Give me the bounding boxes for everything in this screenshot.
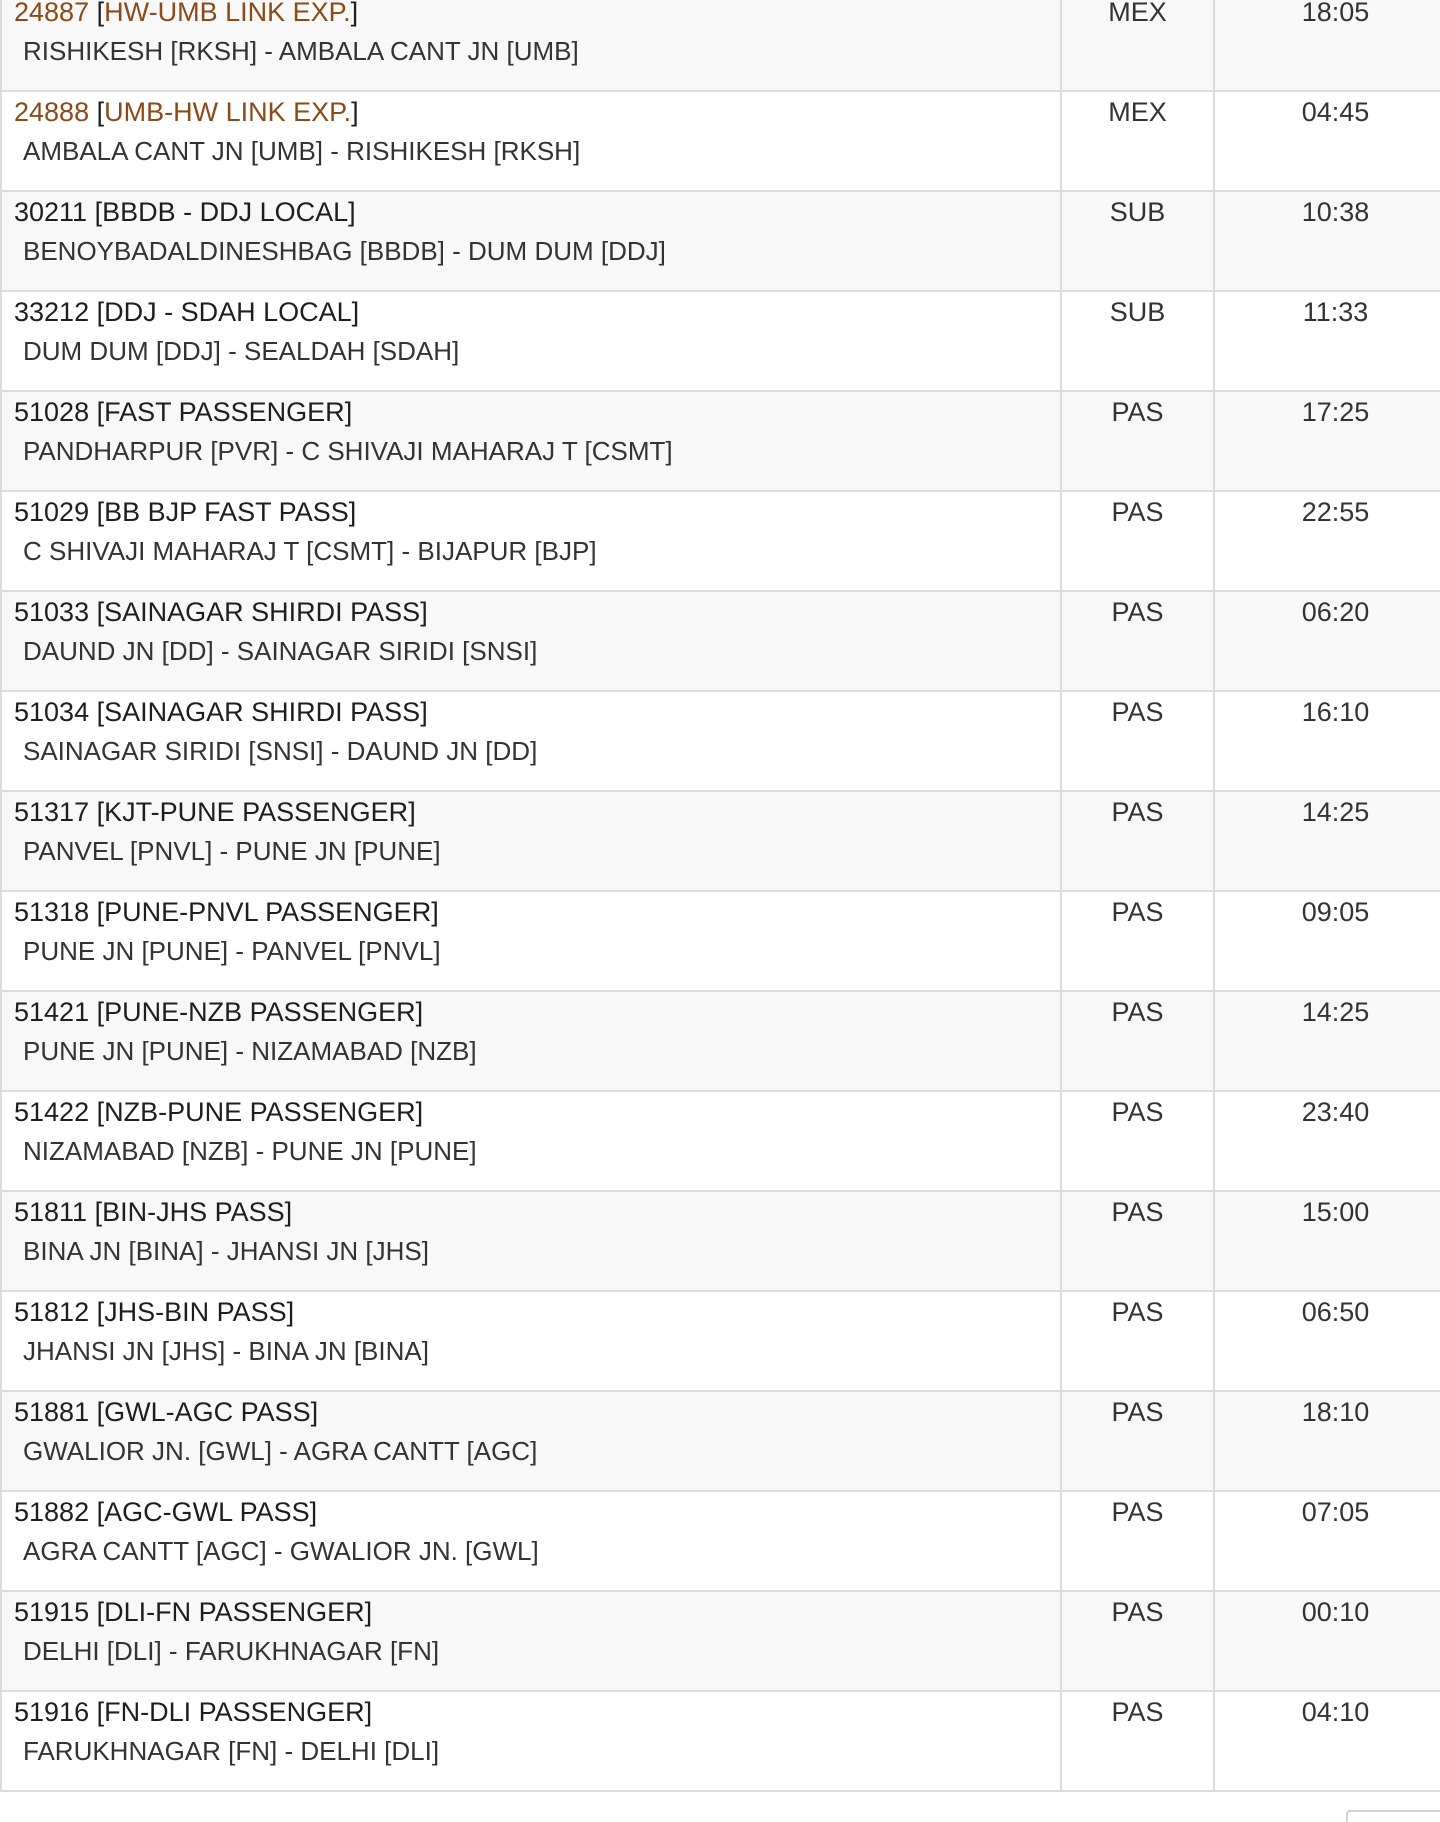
train-title[interactable]: 51034 [SAINAGAR SHIRDI PASS] bbox=[14, 697, 428, 727]
train-time-cell bbox=[1214, 291, 1440, 391]
departure-time: 18:05 bbox=[1301, 0, 1370, 27]
train-title[interactable]: 51812 [JHS-BIN PASS] bbox=[14, 1297, 295, 1327]
train-number[interactable]: 33212 bbox=[14, 297, 90, 327]
train-number[interactable]: 51811 bbox=[14, 1197, 88, 1227]
train-number[interactable]: 51317 bbox=[14, 797, 90, 827]
train-name[interactable]: PUNE-PNVL PASSENGER bbox=[104, 897, 432, 927]
departure-time: 18:10 bbox=[1301, 1397, 1370, 1427]
train-type: SUB bbox=[1109, 297, 1166, 327]
train-row[interactable] bbox=[1, 1091, 1440, 1191]
train-number[interactable]: 30211 bbox=[14, 197, 88, 227]
train-time-cell bbox=[1214, 1691, 1440, 1791]
train-type-cell bbox=[1061, 791, 1214, 891]
train-row[interactable] bbox=[1, 1191, 1440, 1291]
train-info-cell bbox=[1, 1191, 1061, 1291]
train-type-cell bbox=[1061, 191, 1214, 291]
train-type: PAS bbox=[1111, 1097, 1164, 1127]
train-number[interactable]: 51029 bbox=[14, 497, 90, 527]
train-time-cell bbox=[1214, 1391, 1440, 1491]
train-title[interactable]: 51421 [PUNE-NZB PASSENGER] bbox=[14, 997, 424, 1027]
train-number[interactable]: 51421 bbox=[14, 997, 90, 1027]
train-type-cell bbox=[1061, 491, 1214, 591]
train-row[interactable] bbox=[1, 291, 1440, 391]
departure-time: 06:50 bbox=[1301, 1297, 1370, 1327]
train-type: PAS bbox=[1111, 1697, 1164, 1727]
train-type-cell bbox=[1061, 891, 1214, 991]
train-info-cell bbox=[1, 591, 1061, 691]
train-info-cell bbox=[1, 1691, 1061, 1791]
train-info-cell bbox=[1, 391, 1061, 491]
train-type-cell bbox=[1061, 1091, 1214, 1191]
train-title[interactable]: 51811 [BIN-JHS PASS] bbox=[14, 1197, 293, 1227]
train-title[interactable]: 51422 [NZB-PUNE PASSENGER] bbox=[14, 1097, 424, 1127]
train-number[interactable]: 51033 bbox=[14, 597, 90, 627]
departure-time: 00:10 bbox=[1301, 1597, 1370, 1627]
train-name[interactable]: AGC-GWL PASS bbox=[104, 1497, 310, 1527]
train-name[interactable]: NZB-PUNE PASSENGER bbox=[104, 1097, 416, 1127]
train-number[interactable]: 51028 bbox=[14, 397, 90, 427]
departure-time: 16:10 bbox=[1301, 697, 1370, 727]
train-name[interactable]: BB BJP FAST PASS bbox=[104, 497, 349, 527]
train-type: PAS bbox=[1111, 797, 1164, 827]
train-type: PAS bbox=[1111, 1497, 1164, 1527]
train-route: SAINAGAR SIRIDI [SNSI] - DAUND JN [DD] bbox=[23, 736, 538, 766]
train-row[interactable] bbox=[1, 591, 1440, 691]
train-row[interactable] bbox=[1, 791, 1440, 891]
train-route: BINA JN [BINA] - JHANSI JN [JHS] bbox=[23, 1236, 429, 1266]
train-number[interactable]: 51882 bbox=[14, 1497, 90, 1527]
train-time-cell bbox=[1214, 1291, 1440, 1391]
train-info-cell bbox=[1, 91, 1061, 191]
train-type: PAS bbox=[1111, 1297, 1164, 1327]
train-time-cell bbox=[1214, 191, 1440, 291]
train-name[interactable]: DLI-FN PASSENGER bbox=[104, 1597, 365, 1627]
train-title[interactable]: 24887 [HW-UMB LINK EXP.] bbox=[14, 0, 358, 26]
train-time-cell bbox=[1214, 991, 1440, 1091]
train-type-cell bbox=[1061, 0, 1214, 91]
train-name[interactable]: BIN-JHS PASS bbox=[102, 1197, 285, 1227]
train-info-cell bbox=[1, 491, 1061, 591]
train-type: PAS bbox=[1111, 497, 1164, 527]
train-route: DUM DUM [DDJ] - SEALDAH [SDAH] bbox=[23, 336, 460, 366]
train-type-cell bbox=[1061, 1691, 1214, 1791]
train-type-cell bbox=[1061, 591, 1214, 691]
train-info-cell bbox=[1, 0, 1061, 91]
departure-time: 15:00 bbox=[1301, 1197, 1370, 1227]
train-name[interactable]: KJT-PUNE PASSENGER bbox=[104, 797, 409, 827]
train-number[interactable]: 51881 bbox=[14, 1397, 90, 1427]
train-title[interactable]: 51881 [GWL-AGC PASS] bbox=[14, 1397, 319, 1427]
train-title[interactable]: 51915 [DLI-FN PASSENGER] bbox=[14, 1597, 373, 1627]
train-row[interactable] bbox=[1, 1491, 1440, 1591]
train-route: RISHIKESH [RKSH] - AMBALA CANT JN [UMB] bbox=[23, 36, 579, 66]
train-type-cell bbox=[1061, 991, 1214, 1091]
train-type: SUB bbox=[1109, 197, 1166, 227]
train-number[interactable]: 51812 bbox=[14, 1297, 90, 1327]
train-type-cell bbox=[1061, 1191, 1214, 1291]
train-title[interactable]: 51916 [FN-DLI PASSENGER] bbox=[14, 1697, 373, 1727]
train-info-cell bbox=[1, 1491, 1061, 1591]
train-title[interactable]: 30211 [BBDB - DDJ LOCAL] bbox=[14, 197, 356, 227]
train-type-cell bbox=[1061, 1391, 1214, 1491]
train-name[interactable]: FAST PASSENGER bbox=[104, 397, 345, 427]
train-route: AGRA CANTT [AGC] - GWALIOR JN. [GWL] bbox=[23, 1536, 539, 1566]
train-title[interactable]: 51318 [PUNE-PNVL PASSENGER] bbox=[14, 897, 439, 927]
train-name[interactable]: SAINAGAR SHIRDI PASS bbox=[104, 697, 421, 727]
train-type: MEX bbox=[1108, 97, 1167, 127]
train-name[interactable]: GWL-AGC PASS bbox=[104, 1397, 311, 1427]
train-type-cell bbox=[1061, 291, 1214, 391]
train-number[interactable]: 51915 bbox=[14, 1597, 90, 1627]
train-time-cell bbox=[1214, 0, 1440, 91]
train-type: PAS bbox=[1111, 697, 1164, 727]
train-info-cell bbox=[1, 1291, 1061, 1391]
train-time-cell bbox=[1214, 491, 1440, 591]
train-number[interactable]: 24887 bbox=[14, 0, 90, 27]
train-type-cell bbox=[1061, 691, 1214, 791]
train-type: PAS bbox=[1111, 1597, 1164, 1627]
train-route: PUNE JN [PUNE] - PANVEL [PNVL] bbox=[23, 936, 441, 966]
train-route: PUNE JN [PUNE] - NIZAMABAD [NZB] bbox=[23, 1036, 477, 1066]
train-time-cell bbox=[1214, 1091, 1440, 1191]
train-time-cell bbox=[1214, 591, 1440, 691]
train-name[interactable]: UMB-HW LINK EXP. bbox=[104, 97, 352, 127]
train-row[interactable] bbox=[1, 491, 1440, 591]
train-route: DELHI [DLI] - FARUKHNAGAR [FN] bbox=[23, 1636, 440, 1666]
departure-time: 17:25 bbox=[1301, 397, 1370, 427]
train-name[interactable]: FN-DLI PASSENGER bbox=[104, 1697, 365, 1727]
train-info-cell bbox=[1, 191, 1061, 291]
train-route: GWALIOR JN. [GWL] - AGRA CANTT [AGC] bbox=[23, 1436, 538, 1466]
train-type-cell bbox=[1061, 391, 1214, 491]
train-time-cell bbox=[1214, 1191, 1440, 1291]
departure-time: 22:55 bbox=[1301, 497, 1370, 527]
train-time-cell bbox=[1214, 791, 1440, 891]
train-title[interactable]: 33212 [DDJ - SDAH LOCAL] bbox=[14, 297, 360, 327]
train-type: PAS bbox=[1111, 597, 1164, 627]
train-name[interactable]: PUNE-NZB PASSENGER bbox=[104, 997, 416, 1027]
train-type-cell bbox=[1061, 1291, 1214, 1391]
train-title[interactable]: 51029 [BB BJP FAST PASS] bbox=[14, 497, 357, 527]
corner-widget[interactable] bbox=[1346, 1810, 1440, 1822]
train-route: JHANSI JN [JHS] - BINA JN [BINA] bbox=[23, 1336, 429, 1366]
departure-time: 14:25 bbox=[1301, 997, 1370, 1027]
train-list-body bbox=[1, 0, 1440, 1791]
departure-time: 06:20 bbox=[1301, 597, 1370, 627]
train-number[interactable]: 51422 bbox=[14, 1097, 90, 1127]
train-row[interactable] bbox=[1, 0, 1440, 91]
train-time-cell bbox=[1214, 391, 1440, 491]
departure-time: 04:10 bbox=[1301, 1697, 1370, 1727]
train-row[interactable] bbox=[1, 1591, 1440, 1691]
train-title[interactable]: 51317 [KJT-PUNE PASSENGER] bbox=[14, 797, 416, 827]
train-info-cell bbox=[1, 1091, 1061, 1191]
train-row[interactable] bbox=[1, 991, 1440, 1091]
train-row[interactable] bbox=[1, 391, 1440, 491]
train-row[interactable] bbox=[1, 891, 1440, 991]
train-name[interactable]: SAINAGAR SHIRDI PASS bbox=[104, 597, 421, 627]
train-info-cell bbox=[1, 1591, 1061, 1691]
train-time-cell bbox=[1214, 91, 1440, 191]
train-route: DAUND JN [DD] - SAINAGAR SIRIDI [SNSI] bbox=[23, 636, 538, 666]
train-type: PAS bbox=[1111, 897, 1164, 927]
train-title[interactable]: 51033 [SAINAGAR SHIRDI PASS] bbox=[14, 597, 428, 627]
train-info-cell bbox=[1, 691, 1061, 791]
train-number[interactable]: 24888 bbox=[14, 97, 90, 127]
train-time-cell bbox=[1214, 691, 1440, 791]
train-row[interactable] bbox=[1, 91, 1440, 191]
train-route: C SHIVAJI MAHARAJ T [CSMT] - BIJAPUR [BJP] bbox=[23, 536, 597, 566]
train-title[interactable]: 51882 [AGC-GWL PASS] bbox=[14, 1497, 318, 1527]
train-title[interactable]: 24888 [UMB-HW LINK EXP.] bbox=[14, 97, 359, 127]
train-route: AMBALA CANT JN [UMB] - RISHIKESH [RKSH] bbox=[23, 136, 581, 166]
train-type: PAS bbox=[1111, 997, 1164, 1027]
departure-time: 07:05 bbox=[1301, 1497, 1370, 1527]
train-info-cell bbox=[1, 791, 1061, 891]
departure-time: 04:45 bbox=[1301, 97, 1370, 127]
train-title[interactable]: 51028 [FAST PASSENGER] bbox=[14, 397, 353, 427]
train-type: PAS bbox=[1111, 1197, 1164, 1227]
train-info-cell bbox=[1, 991, 1061, 1091]
train-row[interactable] bbox=[1, 191, 1440, 291]
departure-time: 23:40 bbox=[1301, 1097, 1370, 1127]
train-number[interactable]: 51318 bbox=[14, 897, 90, 927]
train-route: NIZAMABAD [NZB] - PUNE JN [PUNE] bbox=[23, 1136, 477, 1166]
train-row[interactable] bbox=[1, 1391, 1440, 1491]
train-type-cell bbox=[1061, 1491, 1214, 1591]
departure-time: 10:38 bbox=[1301, 197, 1370, 227]
train-info-cell bbox=[1, 1391, 1061, 1491]
train-info-cell bbox=[1, 291, 1061, 391]
train-name[interactable]: HW-UMB LINK EXP. bbox=[104, 0, 351, 27]
train-type: PAS bbox=[1111, 1397, 1164, 1427]
train-route: BENOYBADALDINESHBAG [BBDB] - DUM DUM [DDJ] bbox=[23, 236, 666, 266]
train-time-cell bbox=[1214, 1491, 1440, 1591]
train-number[interactable]: 51034 bbox=[14, 697, 90, 727]
train-name[interactable]: BBDB - DDJ LOCAL bbox=[102, 197, 349, 227]
train-type-cell bbox=[1061, 91, 1214, 191]
train-name[interactable]: DDJ - SDAH LOCAL bbox=[104, 297, 352, 327]
train-route: PANVEL [PNVL] - PUNE JN [PUNE] bbox=[23, 836, 441, 866]
train-info-cell bbox=[1, 891, 1061, 991]
departure-time: 11:33 bbox=[1302, 297, 1369, 327]
train-type-cell bbox=[1061, 1591, 1214, 1691]
train-row[interactable] bbox=[1, 691, 1440, 791]
train-route: PANDHARPUR [PVR] - C SHIVAJI MAHARAJ T [CSMT] bbox=[23, 436, 673, 466]
train-row[interactable] bbox=[1, 1291, 1440, 1391]
train-row[interactable] bbox=[1, 1691, 1440, 1791]
train-type: PAS bbox=[1111, 397, 1164, 427]
train-time-cell bbox=[1214, 1591, 1440, 1691]
train-time-cell bbox=[1214, 891, 1440, 991]
departure-time: 14:25 bbox=[1301, 797, 1370, 827]
train-type: MEX bbox=[1108, 0, 1167, 27]
train-name[interactable]: JHS-BIN PASS bbox=[104, 1297, 287, 1327]
train-number[interactable]: 51916 bbox=[14, 1697, 90, 1727]
departure-time: 09:05 bbox=[1301, 897, 1370, 927]
train-route: FARUKHNAGAR [FN] - DELHI [DLI] bbox=[23, 1736, 440, 1766]
